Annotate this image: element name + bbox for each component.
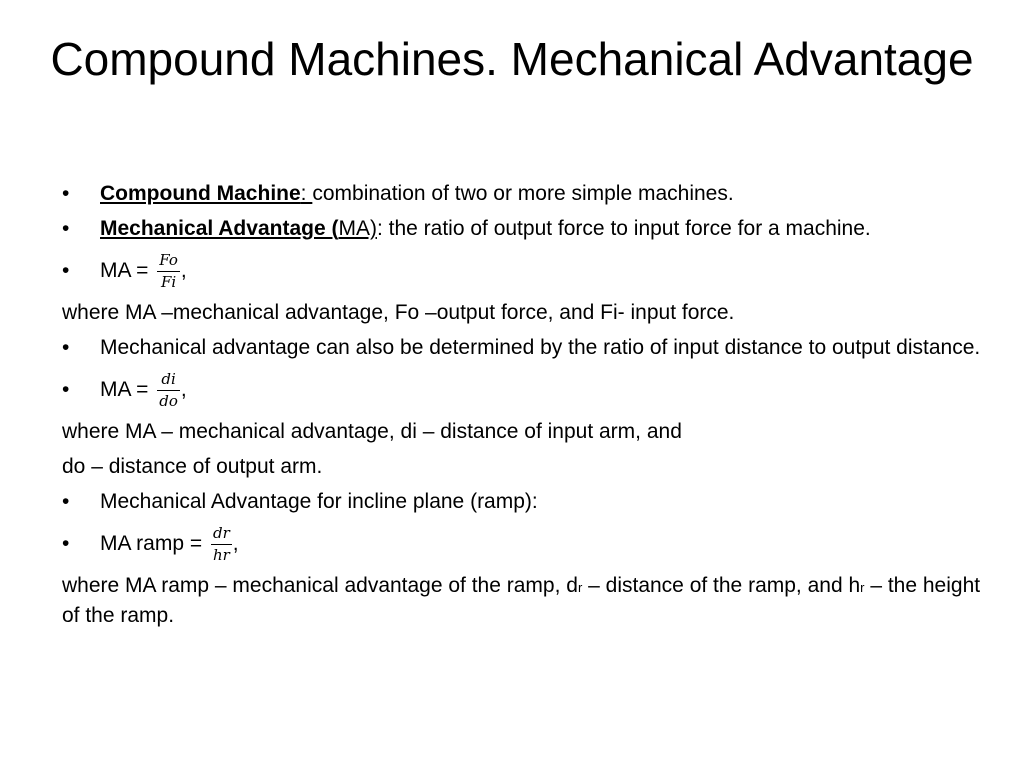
- fraction-di-do: [157, 371, 180, 410]
- term-ma-abbr: MA): [338, 217, 377, 240]
- bullet-icon: •: [62, 378, 70, 401]
- fraction-denominator: hr: [212, 545, 230, 564]
- fraction-numerator: dr: [211, 525, 232, 545]
- slide-title: Compound Machines. Mechanical Advantage: [50, 33, 974, 85]
- fraction-dr-hr: [211, 525, 232, 564]
- bullet-distance-ratio: [62, 334, 982, 362]
- bullet-icon: •: [62, 259, 70, 282]
- fraction-numerator: di: [157, 371, 180, 391]
- fraction-denominator: do: [159, 391, 178, 410]
- where-distance-line2: do – distance of output arm.: [62, 455, 323, 478]
- where-ramp-part1: where MA ramp – mechanical advantage of the ramp, d: [62, 574, 578, 597]
- where-ramp-part3: – the height of the ramp.: [62, 574, 981, 627]
- formula-suffix: ,: [232, 532, 239, 555]
- incline-text: Mechanical Advantage for incline plane (ramp):: [100, 490, 538, 513]
- where-force: where MA –mechanical advantage, Fo –output force, and Fi- input force.: [62, 301, 735, 324]
- term-mechanical-advantage: Mechanical Advantage (: [100, 217, 339, 240]
- subscript-r: r: [860, 580, 865, 595]
- bullet-formula-distance: [62, 369, 982, 411]
- formula-prefix: MA =: [100, 378, 155, 401]
- formula-prefix: MA =: [100, 259, 155, 282]
- formula-suffix: ,: [180, 378, 187, 401]
- term-compound-machine: Compound Machine: [100, 182, 301, 205]
- formula-prefix: MA ramp =: [100, 532, 208, 555]
- fraction-numerator: Fo: [157, 252, 180, 272]
- fraction-fo-fi: [157, 252, 180, 291]
- term-colon: :: [300, 182, 313, 205]
- where-distance-line1: where MA – mechanical advantage, di – distance of input arm, and: [62, 420, 682, 443]
- bullet-mechanical-advantage: [62, 215, 982, 243]
- bullet-compound-machine: [62, 180, 982, 208]
- bullet-icon: •: [62, 532, 70, 555]
- definition-mechanical-advantage: : the ratio of output force to input force for a machine.: [376, 217, 871, 240]
- bullet-icon: •: [62, 336, 70, 359]
- definition-compound-machine: combination of two or more simple machines.: [312, 182, 734, 205]
- subscript-r: r: [577, 580, 583, 595]
- slide-body: [62, 180, 982, 637]
- bullet-formula-ramp: [62, 523, 982, 565]
- distance-ratio-text: Mechanical advantage can also be determined by the ratio of input distance to output distance.: [100, 336, 981, 359]
- formula-suffix: ,: [180, 259, 187, 282]
- bullet-icon: •: [62, 182, 70, 205]
- where-ramp: [62, 572, 982, 630]
- where-ramp-part2: – distance of the ramp, and h: [582, 574, 861, 597]
- bullet-formula-force: [62, 250, 982, 292]
- fraction-denominator: Fi: [160, 272, 177, 291]
- bullet-icon: •: [62, 490, 70, 513]
- bullet-incline: [62, 488, 982, 516]
- bullet-icon: •: [62, 217, 70, 240]
